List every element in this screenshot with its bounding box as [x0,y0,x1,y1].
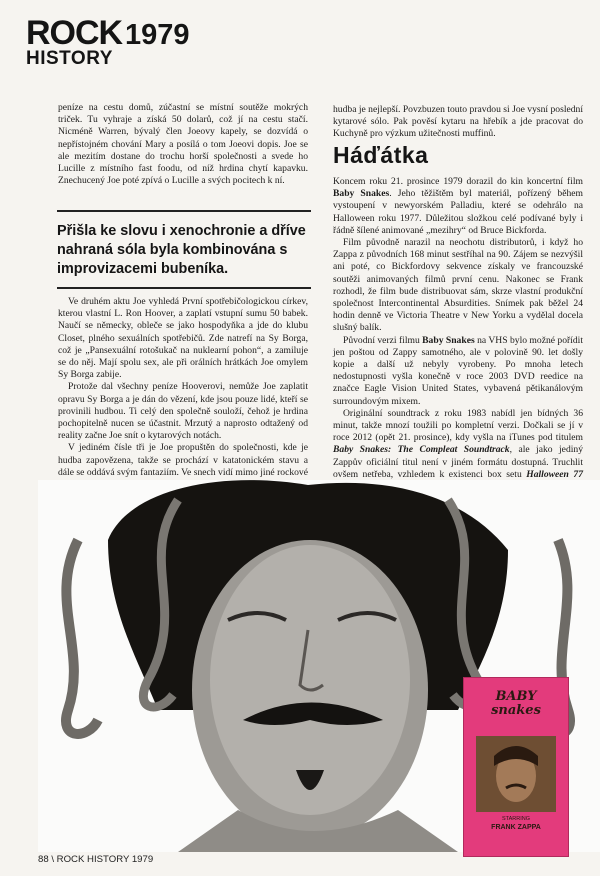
dvd-title: BABY snakes [491,689,541,718]
pull-quote-text: Přišla ke slovu i xenochronie a dříve nahraná sóla byla kombinována s improvizacemi bubeníka. [57,223,306,277]
body-paragraph: Původní verzi filmu Baby Snakes na VHS bylo možné pořídit jen poštou od Zappy samotného, ale v polovině 90. let došly kopie a další už nebyly vyrobeny. Po mnoha letech nedostupnosti vyšla konečně v roce 2003 DVD reedice na značce Eagle Vision United States, vybavená pětikanálovým surroundovým mixem. [333,334,583,407]
section-heading: Háďátka [333,142,429,168]
body-paragraph: Originální soundtrack z roku 1983 nabídl jen bídných 36 minut, takže mnozí toužili po kompletní verzi. Dočkali se jí v roce 2012 (opět 21. prosince), kdy vyšla na iTunes pod titulem Baby Snakes: The Compleat Soundtrack, ale jako jediný Zappův oficiální titul není v jiném formátu dostupná. Truchlit ovšem netřeba, vzhledem k existenci box setu Halloween 77 [333,407,583,480]
left-column-top [58,102,308,187]
logo-rock: ROCK [26,14,123,52]
left-column-bottom [58,296,308,503]
baby-snakes-dvd-cover [463,677,569,857]
body-paragraph: Film původně narazil na neochotu distributorů, i když ho Zappa z původních 168 minut sestříhal na 90. Zájem se nezvýšil ani poté, co Bickfordovy sekvence získaly ve francouzské soutěži animovaných filmů první cenu. Nakonec se Frank rozhodl, že film bude distribuovat sám, skrze vlastní produkční společnost Intercontinental Absurdities. Snímek pak běžel 24 hodin denně ve Victoria Theatre v New Yorku a vydělal docela slušný balík. [333,237,583,334]
dvd-star-name: FRANK ZAPPA [491,824,541,831]
body-paragraph: V jediném čísle tři je Joe propuštěn do společnosti, kde je hudba zapovězena, takže se prochází v katatonickém stavu a dále se oddává svým fantaziím. Ve snech vidí mimo jiné rockové [58,442,308,478]
body-paragraph: Koncem roku 21. prosince 1979 dorazil do kin koncertní film Baby Snakes. Jeho těžištěm byl materiál, pořízený během vystoupení v newyorském Palladiu, které se odehrálo na Halloween roku 1977. Důležitou složkou celé podívané byly i řádně šílené animované „mezihry“ od Bruce Bickforda. [333,176,583,236]
right-column-main [333,176,583,518]
dvd-cover-photo [476,736,556,812]
rock-history-logo [26,16,226,72]
right-column-top [333,104,583,141]
logo-year: 1979 [125,19,190,51]
body-paragraph: peníze na cestu domů, zúčastní se místní soutěže mokrých triček. Tu vyhraje a získá 50 dolarů, což jí na cestu stačí. Nicméně Warren, bývalý člen Joeovy kapely, se dozvídá o nepřístojném chování Mary a posílá o tom Joeovi dopis. Joe se ale mezitím dostane do trochu horší společnosti a svede ho Lucille z místního fast foodu, od níž hrdina chytí kapavku. Znechucený Joe poté zpívá o Lucille a svých pocitech k ní. [58,102,308,187]
body-paragraph: Protože dal všechny peníze Hooverovi, nemůže Joe zaplatit opravu Sy Borga a je dán do vězení, kde jsou pouze lidé, kteří se provinili hudbou. Ti celý den společně souloží, čehož je hrdina pochopitelně nucen se účastnit. Mrzutý a naprosto odtažený od reality začne Joe snít o kytarových notách. [58,381,308,442]
dvd-starring: STARRING [501,816,530,822]
page-footer: 88 \ ROCK HISTORY 1979 [38,854,154,865]
body-paragraph: Ve druhém aktu Joe vyhledá První spotřebičologickou církev, kterou vlastní L. Ron Hoover, a zaplatí vstupní sumu 50 babek. Naučí se německy, obleče se jako hospodyňka a jde do klubu Closet, plného sexuálních spotřebičů. Zde natrefí na Sy Borga, což je „Pansexuální rotošukač na nuklearní pohon“, a zamiluje se do něj. Mají spolu sex, ale při orálních hrátkách Joe omylem Sy Borga zabije. [58,296,308,381]
pull-quote [57,210,311,289]
body-paragraph: hudba je nejlepší. Povzbuzen touto pravdou si Joe vysní poslední kytarové sólo. Pak pověsí kytaru na hřebík a jde pracovat do Kuchyně pro výzkum užitečnosti muffinů. [333,104,583,140]
logo-history: HISTORY [26,48,113,69]
